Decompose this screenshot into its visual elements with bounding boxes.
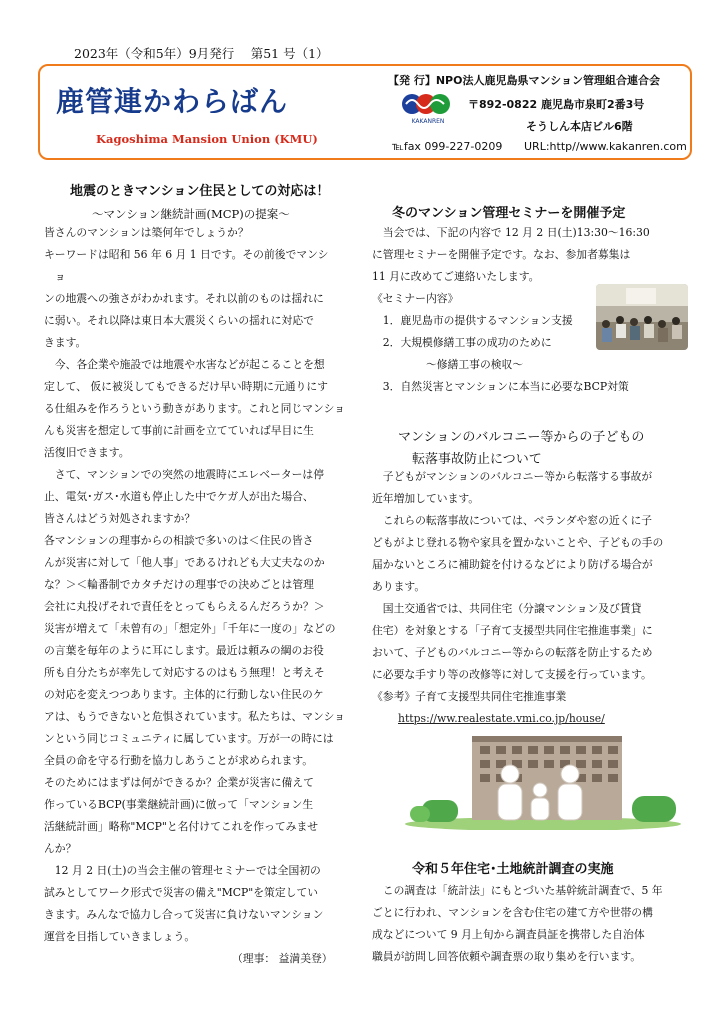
text-line: ～修繕工事の検収～ (372, 358, 524, 371)
text-line: 皆さんはどう対処されますか？ (44, 512, 196, 525)
publisher-url[interactable]: URL:http//www.kakanren.com (524, 140, 687, 153)
text-line: に弱い。それ以降は東日本大震災くらいの揺れに対応で (44, 314, 314, 327)
text-line: な？＞＜輪番制でカタチだけの理事での決めごとは管理 (44, 578, 314, 591)
text-line: 住宅）を対象とする「子育て支援型共同住宅推進事業」に (372, 624, 653, 637)
text-line: あります。 (372, 580, 426, 593)
text-line: 11 月に改めてご連絡いたします。 (372, 270, 540, 283)
text-line: 今、各企業や施設では地震や水害などが起こることを想 (44, 358, 325, 371)
text-line: ンという同じコミュニティに属しています。万が一の時には (44, 732, 334, 745)
text-line: 当会では、下記の内容で 12 月 2 日(土)13:30～16:30 (372, 226, 650, 239)
text-line: アは、もうできないと危惧されています。私たちは、マンショ (44, 710, 345, 723)
text-line: 全員の命を守る行動を協力しあうことが求められます。 (44, 754, 314, 767)
text-line: 皆さんのマンションは築何年でしょうか？ (44, 226, 249, 239)
text-line: んが災害に対して「他人事」であるけれども大丈夫なのか (44, 556, 325, 569)
left-article-author: （理事： 益満美登） (232, 952, 333, 965)
balcony-title-line1: マンションのバルコニー等からの子どもの (398, 430, 645, 445)
text-line: どもがよじ登れる物や家具を置かないことや、子どもの手の (372, 536, 664, 549)
text-line: 《参考》子育て支援型共同住宅推進事業 (372, 690, 567, 703)
text-line: 試みとしてワーク形式で災害の備え"MCP"を策定してい (44, 886, 319, 899)
text-line: 国土交通省では、共同住宅（分譲マンション及び賃貸 (372, 602, 642, 615)
text-line: 職員が訪問し回答依頼や調査票の取り集めを行います。 (372, 950, 642, 963)
masthead-subtitle: Kagoshima Mansion Union (KMU) (96, 132, 318, 146)
text-line: ごとに行われ、マンションを含む住宅の建て方や世帯の構 (372, 906, 653, 919)
text-line: 災害が増えて「未曾有の」「想定外」「千年に一度の」などの (44, 622, 336, 635)
text-line: 運営を目指していきましょう。 (44, 930, 196, 943)
kanren-logo (400, 90, 456, 126)
publisher-building: そうしん本店ビル6階 (526, 120, 633, 133)
text-line: そのためにはまずは何ができるか？企業が災害に備えて (44, 776, 314, 789)
text-line: きます。みんなで協力し合って災害に負けないマンション (44, 908, 324, 921)
text-line: ンの地震への強さがわかれます。それ以前のものは揺れに (44, 292, 324, 305)
survey-body (372, 880, 663, 968)
text-line: 作っているBCP(事業継続計画)に倣って「マンション生 (44, 798, 314, 811)
publisher: 【発 行】NPO法人鹿児島県マンション管理組合連合会 (388, 74, 660, 87)
balcony-body (372, 466, 663, 708)
text-line: る仕組みを作ろうという動きがあります。これと同じマンショ (44, 402, 345, 415)
text-line: 会社に丸投げそれで責任をとってもらえるんだろうか？＞ (44, 600, 325, 613)
issue-line: 2023年（令和5年）9月発行 第51 号（1） (74, 46, 329, 61)
text-line: 2．大規模修繕工事の成功のために (372, 336, 552, 349)
text-line: んも災害を想定して事前に計画を立てていれば早目に生 (44, 424, 314, 437)
apartment-family-illustration (402, 730, 684, 830)
text-line: 成などについて 9 月上旬から調査員証を携帯した自治体 (372, 928, 645, 941)
text-line: 所も自分たちが率先して対応するのはもう無理！と考えそ (44, 666, 325, 679)
text-line: 子どもがマンションのバルコニー等から転落する事故が (372, 470, 653, 483)
balcony-reference-link[interactable]: https://ww.realestate.vmi.co.jp/house/ (398, 712, 605, 725)
text-line: 12 月 2 日(土)の当会主催の管理セミナーでは全国初の (44, 864, 321, 877)
text-line: さて、マンションでの突然の地震時にエレベーターは停 (44, 468, 325, 481)
left-article-body (44, 222, 345, 948)
survey-title: 令和５年住宅･土地統計調査の実施 (412, 862, 614, 877)
publisher-tel: ℡fax 099-227-0209 (392, 140, 503, 153)
text-line: の言葉を毎年のように耳にします。最近は頼みの綱のお役 (44, 644, 324, 657)
text-line: キーワードは昭和 56 年 6 月 1 日です。その前後でマンシ (44, 248, 329, 261)
publisher-postal: 〒892-0822 鹿児島市泉町2番3号 (468, 98, 645, 111)
text-line: 止、電気･ガス･水道も停止した中でケガ人が出た場合、 (44, 490, 314, 503)
balcony-title-line2: 転落事故防止について (412, 452, 542, 467)
text-line: 活復旧できます。 (44, 446, 130, 459)
text-line: 3．自然災害とマンションに本当に必要なBCP対策 (372, 380, 629, 393)
logo-text: KAKANREN (411, 118, 445, 125)
seminar-photo (596, 284, 688, 350)
text-line: きます。 (44, 336, 87, 349)
text-line: この調査は「統計法」にもとづいた基幹統計調査で、5 年 (372, 884, 663, 897)
text-line: 1．鹿児島市の提供するマンション支援 (372, 314, 573, 327)
masthead-title: 鹿管連かわらばん (56, 85, 289, 118)
text-line: 各マンションの理事からの相談で多いのは＜住民の皆さ (44, 534, 314, 547)
text-line: 届かないところに補助錠を付けるなどにより防げる場合が (372, 558, 653, 571)
text-line: 近年増加しています。 (372, 492, 480, 505)
text-line: に必要な手すり等の改修等に対して支援を行っています。 (372, 668, 652, 681)
left-article-subtitle: ～マンション継続計画(MCP)の提案～ (92, 207, 290, 221)
text-line: 活継続計画」略称"MCP"と名付けてこれを作ってみませ (44, 820, 319, 833)
text-line: これらの転落事故については、ベランダや窓の近くに子 (372, 514, 653, 527)
text-line: の対応を変えつつあります。主体的に行動しない住民のケ (44, 688, 324, 701)
text-line: ョ (44, 270, 66, 283)
seminar-title: 冬のマンション管理セミナーを開催予定 (392, 206, 626, 221)
text-line: 《セミナー内容》 (372, 292, 459, 305)
text-line: おいて、子どものバルコニー等からの転落を防止するため (372, 646, 653, 659)
text-line: 定して、 仮に被災してもできるだけ早い時期に元通りにす (44, 380, 328, 393)
text-line: んか？ (44, 842, 77, 855)
left-article-title: 地震のときマンション住民としての対応は！ (70, 184, 330, 199)
text-line: に管理セミナーを開催予定です。なお、参加者募集は (372, 248, 631, 261)
